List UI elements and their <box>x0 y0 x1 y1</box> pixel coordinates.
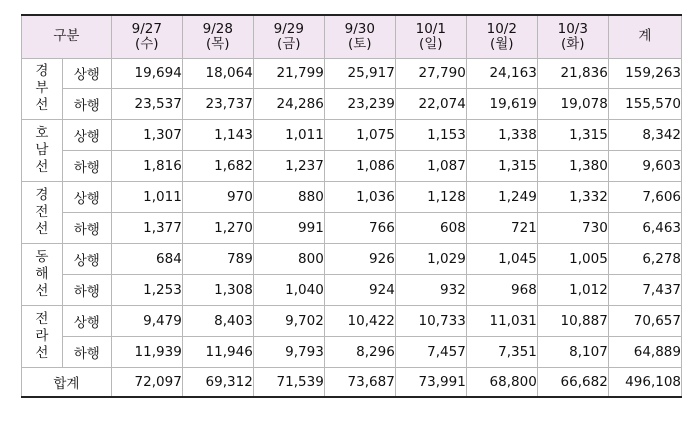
ridership-table <box>21 14 682 398</box>
header-category: 구분 <box>22 15 112 58</box>
table-cell: 25,917 <box>324 58 395 89</box>
table-cell: 10,422 <box>324 306 395 337</box>
table-cell: 21,799 <box>253 58 324 89</box>
line-name-char: 남 <box>35 142 49 159</box>
table-cell: 968 <box>466 275 537 306</box>
row-total: 6,463 <box>608 213 681 244</box>
table-cell: 880 <box>253 182 324 213</box>
header-date: 10/3 (화) <box>537 15 608 58</box>
table-cell: 21,836 <box>537 58 608 89</box>
line-name-char: 경 <box>35 63 49 80</box>
table-cell: 9,479 <box>111 306 182 337</box>
line-name-char: 선 <box>35 283 49 300</box>
row-total: 70,657 <box>608 306 681 337</box>
direction-label: 하행 <box>62 213 111 244</box>
direction-label: 상행 <box>62 182 111 213</box>
summary-cell: 66,682 <box>537 367 608 397</box>
table-cell: 23,537 <box>111 89 182 120</box>
row-total: 155,570 <box>608 89 681 120</box>
table-body <box>22 58 682 397</box>
table-cell: 11,939 <box>111 336 182 367</box>
line-name-char: 부 <box>35 80 49 97</box>
header-row <box>22 15 682 58</box>
line-name-char: 전 <box>35 204 49 221</box>
row-total: 159,263 <box>608 58 681 89</box>
row-total: 64,889 <box>608 336 681 367</box>
table-cell: 1,253 <box>111 275 182 306</box>
table-cell: 1,036 <box>324 182 395 213</box>
table-cell: 24,163 <box>466 58 537 89</box>
table-cell: 1,005 <box>537 244 608 275</box>
header-date: 9/28 (목) <box>182 15 253 58</box>
table-cell: 1,012 <box>537 275 608 306</box>
table-cell: 1,816 <box>111 151 182 182</box>
table-cell: 19,619 <box>466 89 537 120</box>
table-cell: 926 <box>324 244 395 275</box>
direction-label: 하행 <box>62 89 111 120</box>
table-cell: 991 <box>253 213 324 244</box>
table-cell: 10,733 <box>395 306 466 337</box>
table-cell: 1,377 <box>111 213 182 244</box>
header-date: 9/29 (금) <box>253 15 324 58</box>
row-total: 7,606 <box>608 182 681 213</box>
table-cell: 1,270 <box>182 213 253 244</box>
table-cell: 721 <box>466 213 537 244</box>
summary-cell: 71,539 <box>253 367 324 397</box>
table-cell: 766 <box>324 213 395 244</box>
table-cell: 23,239 <box>324 89 395 120</box>
direction-label: 상행 <box>62 58 111 89</box>
table-cell: 1,128 <box>395 182 466 213</box>
table-cell: 8,107 <box>537 336 608 367</box>
table-cell: 608 <box>395 213 466 244</box>
header-total: 계 <box>608 15 681 58</box>
table-cell: 27,790 <box>395 58 466 89</box>
table-row <box>22 275 682 306</box>
row-total: 7,437 <box>608 275 681 306</box>
row-total: 6,278 <box>608 244 681 275</box>
table-cell: 9,702 <box>253 306 324 337</box>
table-row <box>22 120 682 151</box>
table-cell: 24,286 <box>253 89 324 120</box>
summary-row <box>22 367 682 397</box>
table-cell: 1,682 <box>182 151 253 182</box>
table-row <box>22 213 682 244</box>
table-cell: 1,315 <box>466 151 537 182</box>
table-cell: 1,249 <box>466 182 537 213</box>
table-cell: 11,031 <box>466 306 537 337</box>
table-cell: 7,351 <box>466 336 537 367</box>
header-date: 10/1 (일) <box>395 15 466 58</box>
line-name-char: 호 <box>35 125 49 142</box>
table-row <box>22 182 682 213</box>
table-cell: 8,403 <box>182 306 253 337</box>
table-row <box>22 306 682 337</box>
table-cell: 1,087 <box>395 151 466 182</box>
header-date: 9/27 (수) <box>111 15 182 58</box>
line-name-char: 해 <box>35 266 49 283</box>
summary-cell: 73,991 <box>395 367 466 397</box>
line-name <box>22 120 63 182</box>
direction-label: 하행 <box>62 336 111 367</box>
line-name-char: 전 <box>35 310 49 327</box>
table-cell: 1,307 <box>111 120 182 151</box>
table-cell: 1,045 <box>466 244 537 275</box>
header-date: 9/30 (토) <box>324 15 395 58</box>
line-name-char: 라 <box>35 327 49 344</box>
direction-label: 하행 <box>62 275 111 306</box>
table-row <box>22 89 682 120</box>
line-name-char: 동 <box>35 249 49 266</box>
table-cell: 1,308 <box>182 275 253 306</box>
table-cell: 1,086 <box>324 151 395 182</box>
summary-total: 496,108 <box>608 367 681 397</box>
table-cell: 22,074 <box>395 89 466 120</box>
row-total: 9,603 <box>608 151 681 182</box>
table-cell: 1,011 <box>253 120 324 151</box>
direction-label: 상행 <box>62 306 111 337</box>
line-name-char: 선 <box>35 221 49 238</box>
table-cell: 10,887 <box>537 306 608 337</box>
header-date: 10/2 (월) <box>466 15 537 58</box>
line-name <box>22 182 63 244</box>
table-cell: 9,793 <box>253 336 324 367</box>
summary-label: 합계 <box>22 367 112 397</box>
summary-cell: 69,312 <box>182 367 253 397</box>
line-name-char: 선 <box>35 344 49 361</box>
table-cell: 1,237 <box>253 151 324 182</box>
table-cell: 11,946 <box>182 336 253 367</box>
table-row <box>22 151 682 182</box>
table-cell: 1,332 <box>537 182 608 213</box>
line-name <box>22 306 63 368</box>
table-cell: 23,737 <box>182 89 253 120</box>
table-cell: 19,694 <box>111 58 182 89</box>
table-cell: 789 <box>182 244 253 275</box>
table-row <box>22 58 682 89</box>
table-cell: 19,078 <box>537 89 608 120</box>
table-cell: 1,075 <box>324 120 395 151</box>
table-cell: 684 <box>111 244 182 275</box>
summary-cell: 73,687 <box>324 367 395 397</box>
table-cell: 1,315 <box>537 120 608 151</box>
table-cell: 800 <box>253 244 324 275</box>
table-cell: 7,457 <box>395 336 466 367</box>
table-row <box>22 244 682 275</box>
table-cell: 924 <box>324 275 395 306</box>
direction-label: 상행 <box>62 244 111 275</box>
summary-cell: 68,800 <box>466 367 537 397</box>
row-total: 8,342 <box>608 120 681 151</box>
table-cell: 1,029 <box>395 244 466 275</box>
line-name-char: 경 <box>35 187 49 204</box>
table-cell: 932 <box>395 275 466 306</box>
line-name-char: 선 <box>35 97 49 114</box>
line-name <box>22 58 63 120</box>
table-cell: 1,338 <box>466 120 537 151</box>
table-cell: 1,040 <box>253 275 324 306</box>
table-cell: 970 <box>182 182 253 213</box>
table-cell: 8,296 <box>324 336 395 367</box>
line-name <box>22 244 63 306</box>
table-row <box>22 336 682 367</box>
table-cell: 1,011 <box>111 182 182 213</box>
table-cell: 1,153 <box>395 120 466 151</box>
table-cell: 730 <box>537 213 608 244</box>
table-cell: 1,380 <box>537 151 608 182</box>
summary-cell: 72,097 <box>111 367 182 397</box>
line-name-char: 선 <box>35 159 49 176</box>
table-cell: 1,143 <box>182 120 253 151</box>
direction-label: 상행 <box>62 120 111 151</box>
table-cell: 18,064 <box>182 58 253 89</box>
direction-label: 하행 <box>62 151 111 182</box>
